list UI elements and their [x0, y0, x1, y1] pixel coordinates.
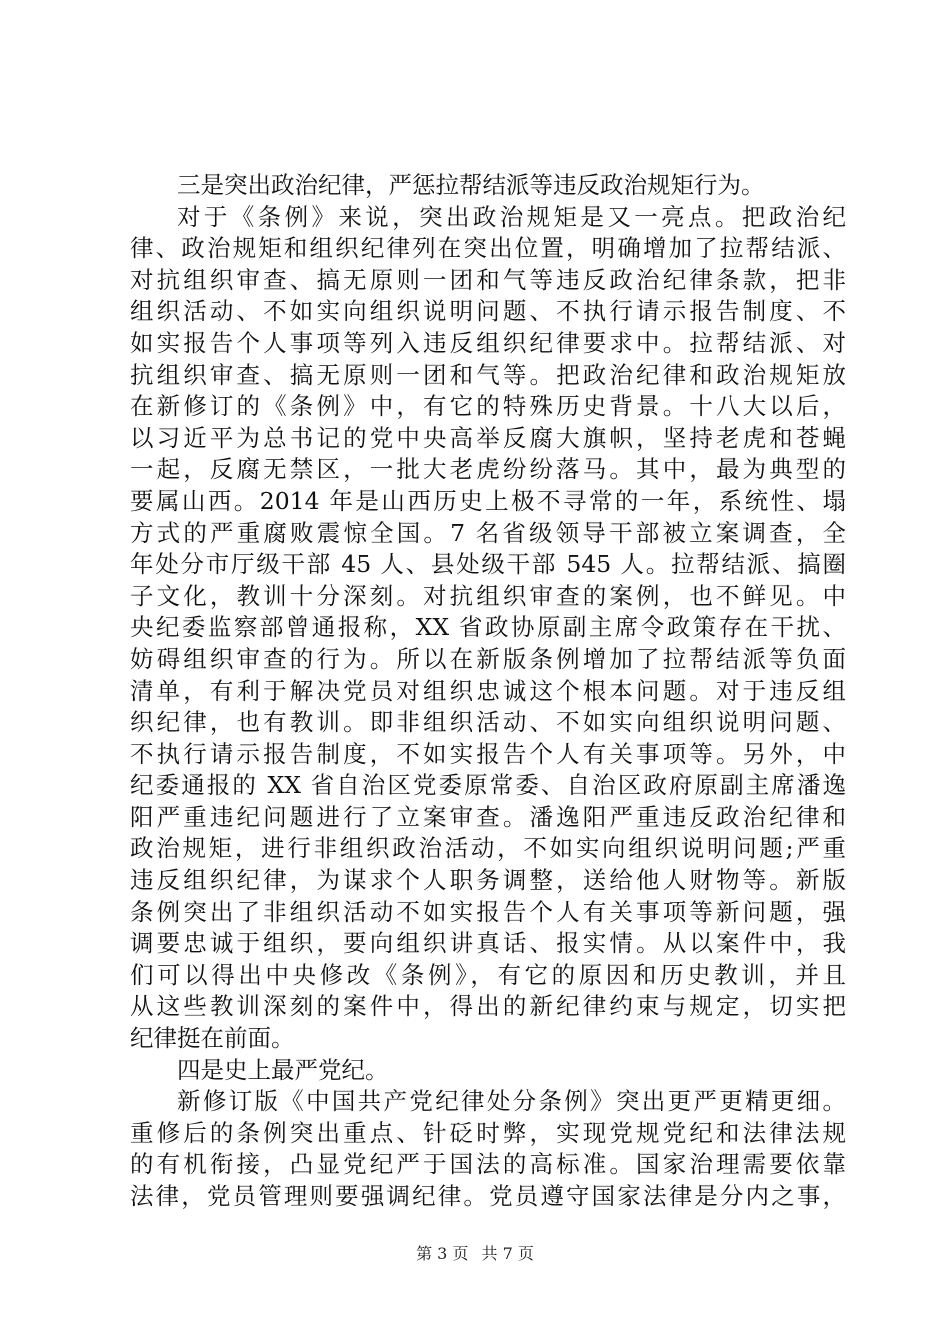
text-line: 子文化，教训十分深刻。对抗组织审查的案例，也不鲜见。中	[130, 581, 846, 610]
page-number: 第 3 页	[416, 1244, 469, 1263]
text-line: 妨碍组织审查的行为。所以在新版条例增加了拉帮结派等负面	[130, 644, 846, 673]
text-line: 们可以得出中央修改《条例》，有它的原因和历史教训，并且	[130, 960, 846, 989]
text-line: 条例突出了非组织活动不如实报告个人有关事项等新问题，强	[130, 897, 846, 926]
text-line: 政治规矩，进行非组织政治活动，不如实向组织说明问题;严重	[130, 834, 846, 863]
page-footer	[0, 1241, 950, 1264]
text-line: 调要忠诚于组织，要向组织讲真话、报实情。从以案件中，我	[130, 929, 846, 958]
text-line: 抗组织审查、搞无原则一团和气等。把政治纪律和政治规矩放	[130, 360, 846, 389]
text-line: 方式的严重腐败震惊全国。7 名省级领导干部被立案调查，全	[130, 518, 846, 547]
text-line: 织纪律，也有教训。即非组织活动、不如实向组织说明问题、	[130, 708, 846, 737]
text-line: 如实报告个人事项等列入违反组织纪律要求中。拉帮结派、对	[130, 328, 846, 357]
text-line: 的有机衔接，凸显党纪严于国法的高标准。国家治理需要依靠	[130, 1150, 846, 1179]
text-line: 新修订版《中国共产党纪律处分条例》突出更严更精更细。	[177, 1087, 846, 1116]
text-line: 清单，有利于解决党员对组织忠诚这个根本问题。对于违反组	[130, 676, 846, 705]
text-line: 要属山西。2014 年是山西历史上极不寻常的一年，系统性、塌	[130, 486, 846, 515]
text-line: 组织活动、不如实向组织说明问题、不执行请示报告制度、不	[130, 297, 846, 326]
page-total: 共 7 页	[481, 1244, 534, 1263]
text-line: 对于《条例》来说，突出政治规矩是又一亮点。把政治纪	[177, 202, 846, 231]
text-line: 违反组织纪律，为谋求个人职务调整，送给他人财物等。新版	[130, 866, 846, 895]
text-line: 纪委通报的 XX 省自治区党委原常委、自治区政府原副主席潘逸	[130, 771, 846, 800]
text-line: 在新修订的《条例》中，有它的特殊历史背景。十八大以后，	[130, 392, 846, 421]
text-line: 法律，党员管理则要强调纪律。党员遵守国家法律是分内之事，	[130, 1182, 846, 1210]
text-line: 央纪委监察部曾通报称，XX 省政协原副主席令政策存在干扰、	[130, 613, 846, 642]
text-line: 对抗组织审查、搞无原则一团和气等违反政治纪律条款，把非	[130, 265, 846, 294]
text-line: 四是史上最严党纪。	[177, 1055, 389, 1084]
text-line: 纪律挺在前面。	[130, 1024, 295, 1053]
text-line: 阳严重违纪问题进行了立案审查。潘逸阳严重违反政治纪律和	[130, 802, 846, 831]
text-line: 一起，反腐无禁区，一批大老虎纷纷落马。其中，最为典型的	[130, 455, 846, 484]
text-line: 不执行请示报告制度，不如实报告个人有关事项等。另外，中	[130, 739, 846, 768]
text-line: 三是突出政治纪律，严惩拉帮结派等违反政治规矩行为。	[177, 171, 765, 199]
text-line: 从这些教训深刻的案件中，得出的新纪律约束与规定，切实把	[130, 992, 846, 1021]
text-line: 律、政治规矩和组织纪律列在突出位置，明确增加了拉帮结派、	[130, 234, 846, 263]
text-line: 年处分市厅级干部 45 人、县处级干部 545 人。拉帮结派、搞圈	[130, 550, 846, 579]
text-line: 重修后的条例突出重点、针砭时弊，实现党规党纪和法律法规	[130, 1118, 846, 1147]
body-text	[130, 170, 846, 1213]
text-line: 以习近平为总书记的党中央高举反腐大旗帜，坚持老虎和苍蝇	[130, 423, 846, 452]
